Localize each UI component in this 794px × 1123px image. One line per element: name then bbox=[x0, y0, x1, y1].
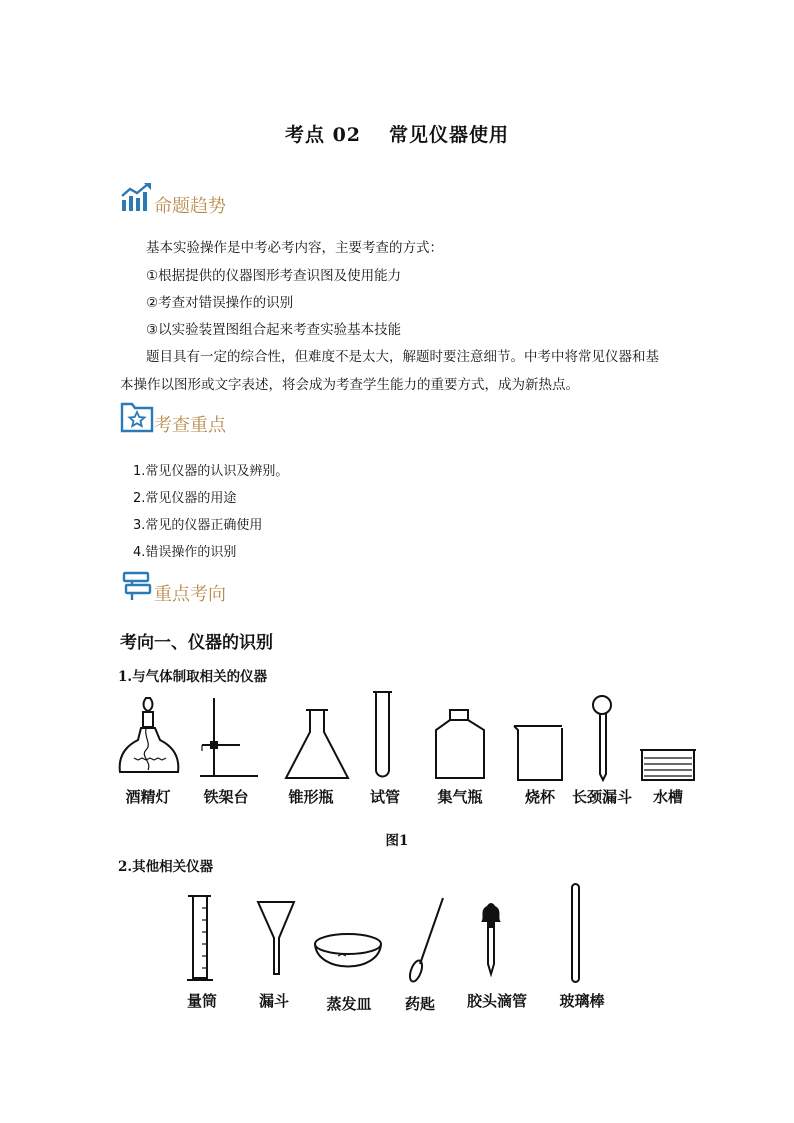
trend-para-line2: 本操作以图形或文字表述，将会成为考查学生能力的重要方式，成为新热点。 bbox=[120, 377, 579, 393]
label-evaporating-dish: 蒸发皿 bbox=[326, 995, 372, 1013]
conical-flask-drawing bbox=[286, 710, 348, 778]
test-tube-drawing bbox=[373, 692, 392, 777]
trend-para-line1: 题目具有一定的综合性，但难度不是太大，解题时要注意细节。中考中将常见仪器和基 bbox=[146, 349, 659, 365]
section-label-direction: 重点考向 bbox=[154, 584, 226, 605]
label-conical-flask: 锥形瓶 bbox=[288, 788, 334, 806]
title-prefix: 考点 bbox=[284, 124, 325, 146]
page-title bbox=[0, 120, 794, 147]
label-dropper: 胶头滴管 bbox=[466, 992, 527, 1010]
evaporating-dish-drawing bbox=[315, 934, 381, 967]
section-header-focus bbox=[120, 405, 226, 437]
dropper-drawing bbox=[481, 903, 501, 974]
star-folder-icon bbox=[120, 401, 154, 437]
label-graduated-cylinder: 量筒 bbox=[186, 992, 217, 1010]
label-gas-jar: 集气瓶 bbox=[437, 788, 483, 806]
label-iron-stand: 铁架台 bbox=[203, 788, 249, 806]
label-test-tube: 试管 bbox=[369, 788, 400, 806]
signpost-icon bbox=[120, 570, 154, 606]
figure-1-caption: 图1 bbox=[385, 833, 409, 849]
beaker-drawing bbox=[514, 726, 562, 780]
spatula-drawing bbox=[408, 898, 443, 983]
gas-jar-drawing bbox=[436, 710, 484, 778]
label-long-neck-funnel: 长颈漏斗 bbox=[571, 788, 632, 806]
focus-item-3: 3.常见的仪器正确使用 bbox=[133, 518, 263, 533]
direction-heading: 考向一、仪器的识别 bbox=[120, 633, 273, 653]
bar-chart-trend-icon bbox=[120, 182, 154, 218]
section-header-direction bbox=[120, 574, 226, 606]
label-glass-rod: 玻璃棒 bbox=[559, 992, 605, 1010]
label-funnel: 漏斗 bbox=[258, 992, 289, 1010]
section-label-focus: 考查重点 bbox=[154, 415, 226, 436]
trend-item-2: ②考查对错误操作的识别 bbox=[146, 295, 294, 311]
section-header-trend bbox=[120, 186, 226, 218]
long-neck-funnel-drawing bbox=[593, 696, 611, 780]
section-label-trend: 命题趋势 bbox=[154, 196, 226, 217]
title-number: 02 bbox=[332, 124, 362, 146]
title-name: 常见仪器使用 bbox=[389, 124, 510, 146]
focus-item-4: 4.错误操作的识别 bbox=[133, 545, 237, 560]
label-beaker: 烧杯 bbox=[524, 788, 555, 806]
focus-item-1: 1.常见仪器的认识及辨别。 bbox=[133, 464, 289, 479]
trend-intro: 基本实验操作是中考必考内容，主要考查的方式： bbox=[146, 240, 443, 256]
figure-2-drawings bbox=[175, 878, 605, 990]
glass-rod-drawing bbox=[572, 884, 579, 982]
label-alcohol-lamp: 酒精灯 bbox=[125, 788, 171, 806]
iron-stand-drawing bbox=[200, 698, 258, 776]
subheading-other-apparatus: 2.其他相关仪器 bbox=[118, 859, 214, 875]
graduated-cylinder-drawing bbox=[187, 896, 213, 980]
focus-item-2: 2.常见仪器的用途 bbox=[133, 491, 237, 506]
label-water-trough: 水槽 bbox=[652, 788, 683, 806]
water-trough-drawing bbox=[640, 750, 696, 780]
trend-item-1: ①根据提供的仪器图形考查识图及使用能力 bbox=[146, 268, 402, 284]
trend-item-3: ③以实验装置图组合起来考查实验基本技能 bbox=[146, 322, 402, 338]
subheading-gas-apparatus: 1.与气体制取相关的仪器 bbox=[118, 669, 268, 685]
figure-1-drawings bbox=[110, 688, 710, 788]
alcohol-lamp-drawing bbox=[120, 698, 179, 772]
funnel-drawing bbox=[258, 902, 294, 974]
label-spatula: 药匙 bbox=[404, 995, 435, 1013]
